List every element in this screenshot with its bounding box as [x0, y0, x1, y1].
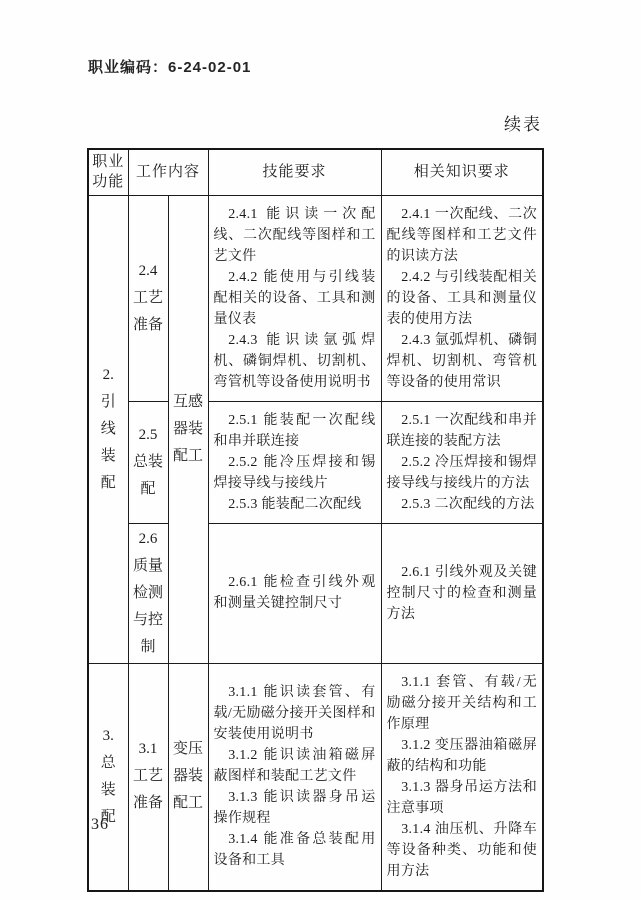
task-label: 3.1 工艺准备	[132, 741, 163, 811]
knowledge-item: 3.1.2 变压器油箱磁屏蔽的结构和功能	[386, 737, 538, 774]
knowledge-item: 2.5.2 冷压焊接和锡焊接导线与接线片的方法	[386, 454, 538, 491]
table-row-2-4	[88, 195, 543, 401]
knowledge-cell-2-5	[381, 401, 543, 523]
skills-cell-2-5	[208, 401, 381, 523]
header-knowledge-requirements: 相关知识要求	[381, 149, 543, 195]
table-header-row	[88, 149, 543, 195]
knowledge-item: 2.4.2 与引线装配相关的设备、工具和测量仪表的使用方法	[386, 269, 538, 327]
skill-item: 2.4.1 能识读一次配线、二次配线等图样和工艺文件	[213, 206, 376, 264]
worker-type-label: 变压器装配工	[172, 741, 203, 811]
skills-cell-3-1	[208, 663, 381, 891]
knowledge-cell-2-6	[381, 523, 543, 663]
continued-table-label: 续表	[504, 115, 542, 134]
task-cell-2-6	[128, 523, 168, 663]
function-label: 2. 引线装配	[100, 366, 116, 491]
worker-cell-transformer-instrument	[168, 195, 208, 663]
skill-item: 2.5.1 能装配一次配线和串并联连接	[213, 412, 376, 449]
skill-item: 2.4.2 能使用与引线装配相关的设备、工具和测量仪表	[213, 269, 376, 327]
knowledge-item: 3.1.3 器身吊运方法和注意事项	[386, 779, 538, 816]
requirements-table	[87, 148, 544, 892]
table-row-3-1	[88, 663, 543, 891]
knowledge-item: 2.5.3 二次配线的方法	[401, 496, 535, 512]
skill-item: 3.1.2 能识读油箱磁屏蔽图样和装配工艺文件	[213, 748, 376, 784]
task-cell-3-1	[128, 663, 168, 891]
knowledge-cell-2-4	[381, 195, 543, 401]
table-row-2-5	[88, 401, 543, 523]
task-cell-2-5	[128, 401, 168, 523]
function-cell-wire-assembly	[88, 195, 128, 663]
worker-type-label: 互感器装配工	[172, 393, 203, 464]
table-row-2-6	[88, 523, 543, 663]
knowledge-item: 2.5.1 一次配线和串并联连接的装配方法	[386, 412, 538, 449]
task-label: 2.6 质量检测与控制	[132, 530, 163, 655]
function-cell-general-assembly	[88, 663, 128, 891]
occupation-code-label: 职业编码：6-24-02-01	[88, 59, 252, 76]
skill-item: 2.5.2 能冷压焊接和锡焊接导线与接线片	[213, 454, 376, 491]
knowledge-item: 2.4.1 一次配线、二次配线等图样和工艺文件的识读方法	[386, 206, 538, 264]
skills-cell-2-6	[208, 523, 381, 663]
skill-item: 2.5.3 能装配二次配线	[228, 496, 362, 512]
function-label: 3. 总装配	[100, 727, 116, 825]
header-skill-requirements: 技能要求	[208, 149, 381, 195]
skill-item: 3.1.1 能识读套管、有载/无励磁分接开关图样和安装使用说明书	[213, 685, 376, 742]
header-occupational-function: 职业功能	[88, 149, 128, 195]
skill-item: 3.1.4 能准备总装配用设备和工具	[213, 832, 376, 868]
header-work-content: 工作内容	[128, 149, 208, 195]
skills-cell-2-4	[208, 195, 381, 401]
knowledge-item: 3.1.1 套管、有载/无励磁分接开关结构和工作原理	[386, 674, 538, 732]
knowledge-cell-3-1	[381, 663, 543, 891]
skill-item: 2.4.3 能识读氩弧焊机、磷铜焊机、切割机、弯管机等设备使用说明书	[213, 332, 376, 390]
knowledge-item: 3.1.4 油压机、升降车等设备种类、功能和使用方法	[386, 821, 538, 879]
task-label: 2.5 总装配	[132, 426, 163, 497]
task-label: 2.4 工艺准备	[132, 262, 163, 333]
skill-item: 2.6.1 能检查引线外观和测量关键控制尺寸	[213, 575, 376, 611]
knowledge-item: 2.6.1 引线外观及关键控制尺寸的检查和测量方法	[386, 564, 538, 622]
knowledge-item: 2.4.3 氩弧焊机、磷铜焊机、切割机、弯管机等设备的使用常识	[386, 332, 538, 390]
skill-item: 3.1.3 能识读器身吊运操作规程	[213, 790, 376, 826]
page-number: 36	[91, 816, 109, 833]
task-cell-2-4	[128, 195, 168, 401]
worker-cell-transformer-assembler	[168, 663, 208, 891]
